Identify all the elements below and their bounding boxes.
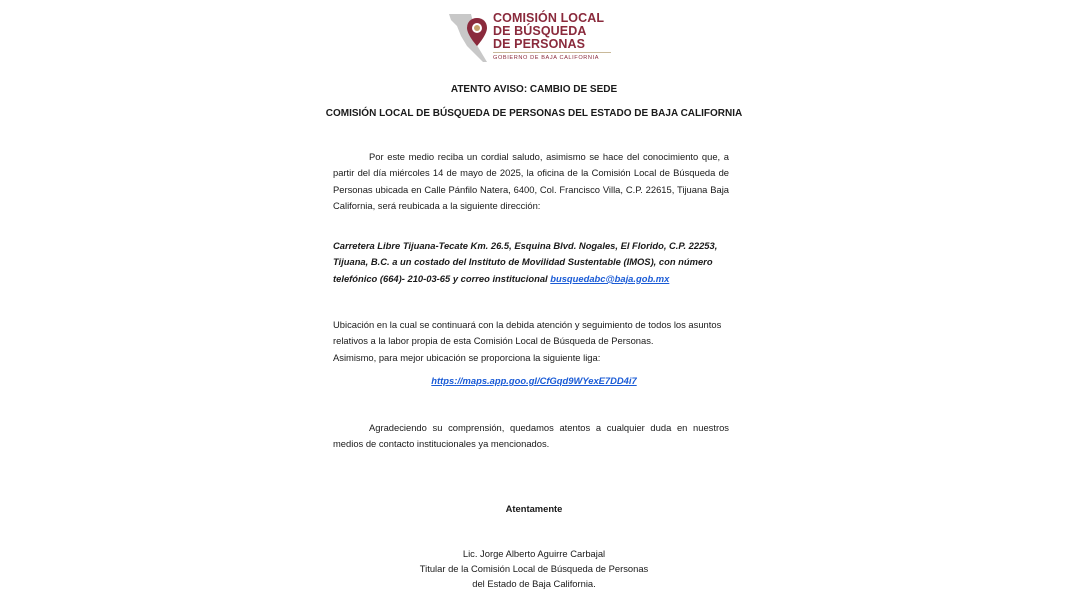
logo-line-3: DE PERSONAS [493, 37, 586, 51]
map-link[interactable]: https://maps.app.goo.gl/CfGqd9WYexE7DD4i7 [431, 375, 637, 386]
paragraph-intro: Por este medio reciba un cordial saludo, asimismo se hace del conocimiento que, a partir del día miércoles 14 de mayo de 2025, la oficina de la Comisión Local de Búsqueda de Personas ubicada en Calle Pánfilo Natera, 6400, Col. Francisco Villa, C.P. 22615, Tijuana Baja California, será reubicada a la siguiente dirección: [333, 151, 729, 212]
commission-logo [447, 12, 622, 64]
signature-org: del Estado de Baja California. [472, 578, 596, 589]
logo-line-1: COMISIÓN LOCAL [493, 11, 605, 25]
email-link[interactable]: busquedabc@baja.gob.mx [550, 272, 670, 284]
new-address [333, 238, 729, 287]
map-link-row [0, 375, 1068, 386]
logo-line-2: DE BÚSQUEDA [493, 24, 587, 38]
signature-name: Lic. Jorge Alberto Aguirre Carbajal [462, 548, 606, 559]
paragraph-followup: Ubicación en la cual se continuará con la debida atención y seguimiento de todos los asuntos relativos a la labor propia de esta Comisión Local de Búsqueda de Personas. [333, 319, 722, 347]
logo-subtitle: GOBIERNO DE BAJA CALIFORNIA [493, 52, 611, 61]
notice-subheading: COMISIÓN LOCAL DE BÚSQUEDA DE PERSONAS DEL ESTADO DE BAJA CALIFORNIA [325, 108, 743, 119]
logo-title [493, 12, 604, 51]
closing: Atentamente [505, 503, 563, 514]
signature-title: Titular de la Comisión Local de Búsqueda de Personas [419, 563, 649, 574]
paragraph-link-intro: Asimismo, para mejor ubicación se proporciona la siguiente liga: [333, 352, 601, 363]
paragraph-thanks: Agradeciendo su comprensión, quedamos atentos a cualquier duda en nuestros medios de contacto institucionales ya mencionados. [333, 422, 729, 450]
address-text: Carretera Libre Tijuana-Tecate Km. 26.5, Esquina Blvd. Nogales, El Florido, C.P. 22253, Tijuana, B.C. a un costado del Instituto de Movilidad Sustentable (IMOS), con número telefónico (664)- 210-03-65 y correo institucional [333, 240, 718, 284]
notice-heading: ATENTO AVISO: CAMBIO DE SEDE [450, 84, 618, 95]
map-pin-icon [447, 12, 491, 64]
